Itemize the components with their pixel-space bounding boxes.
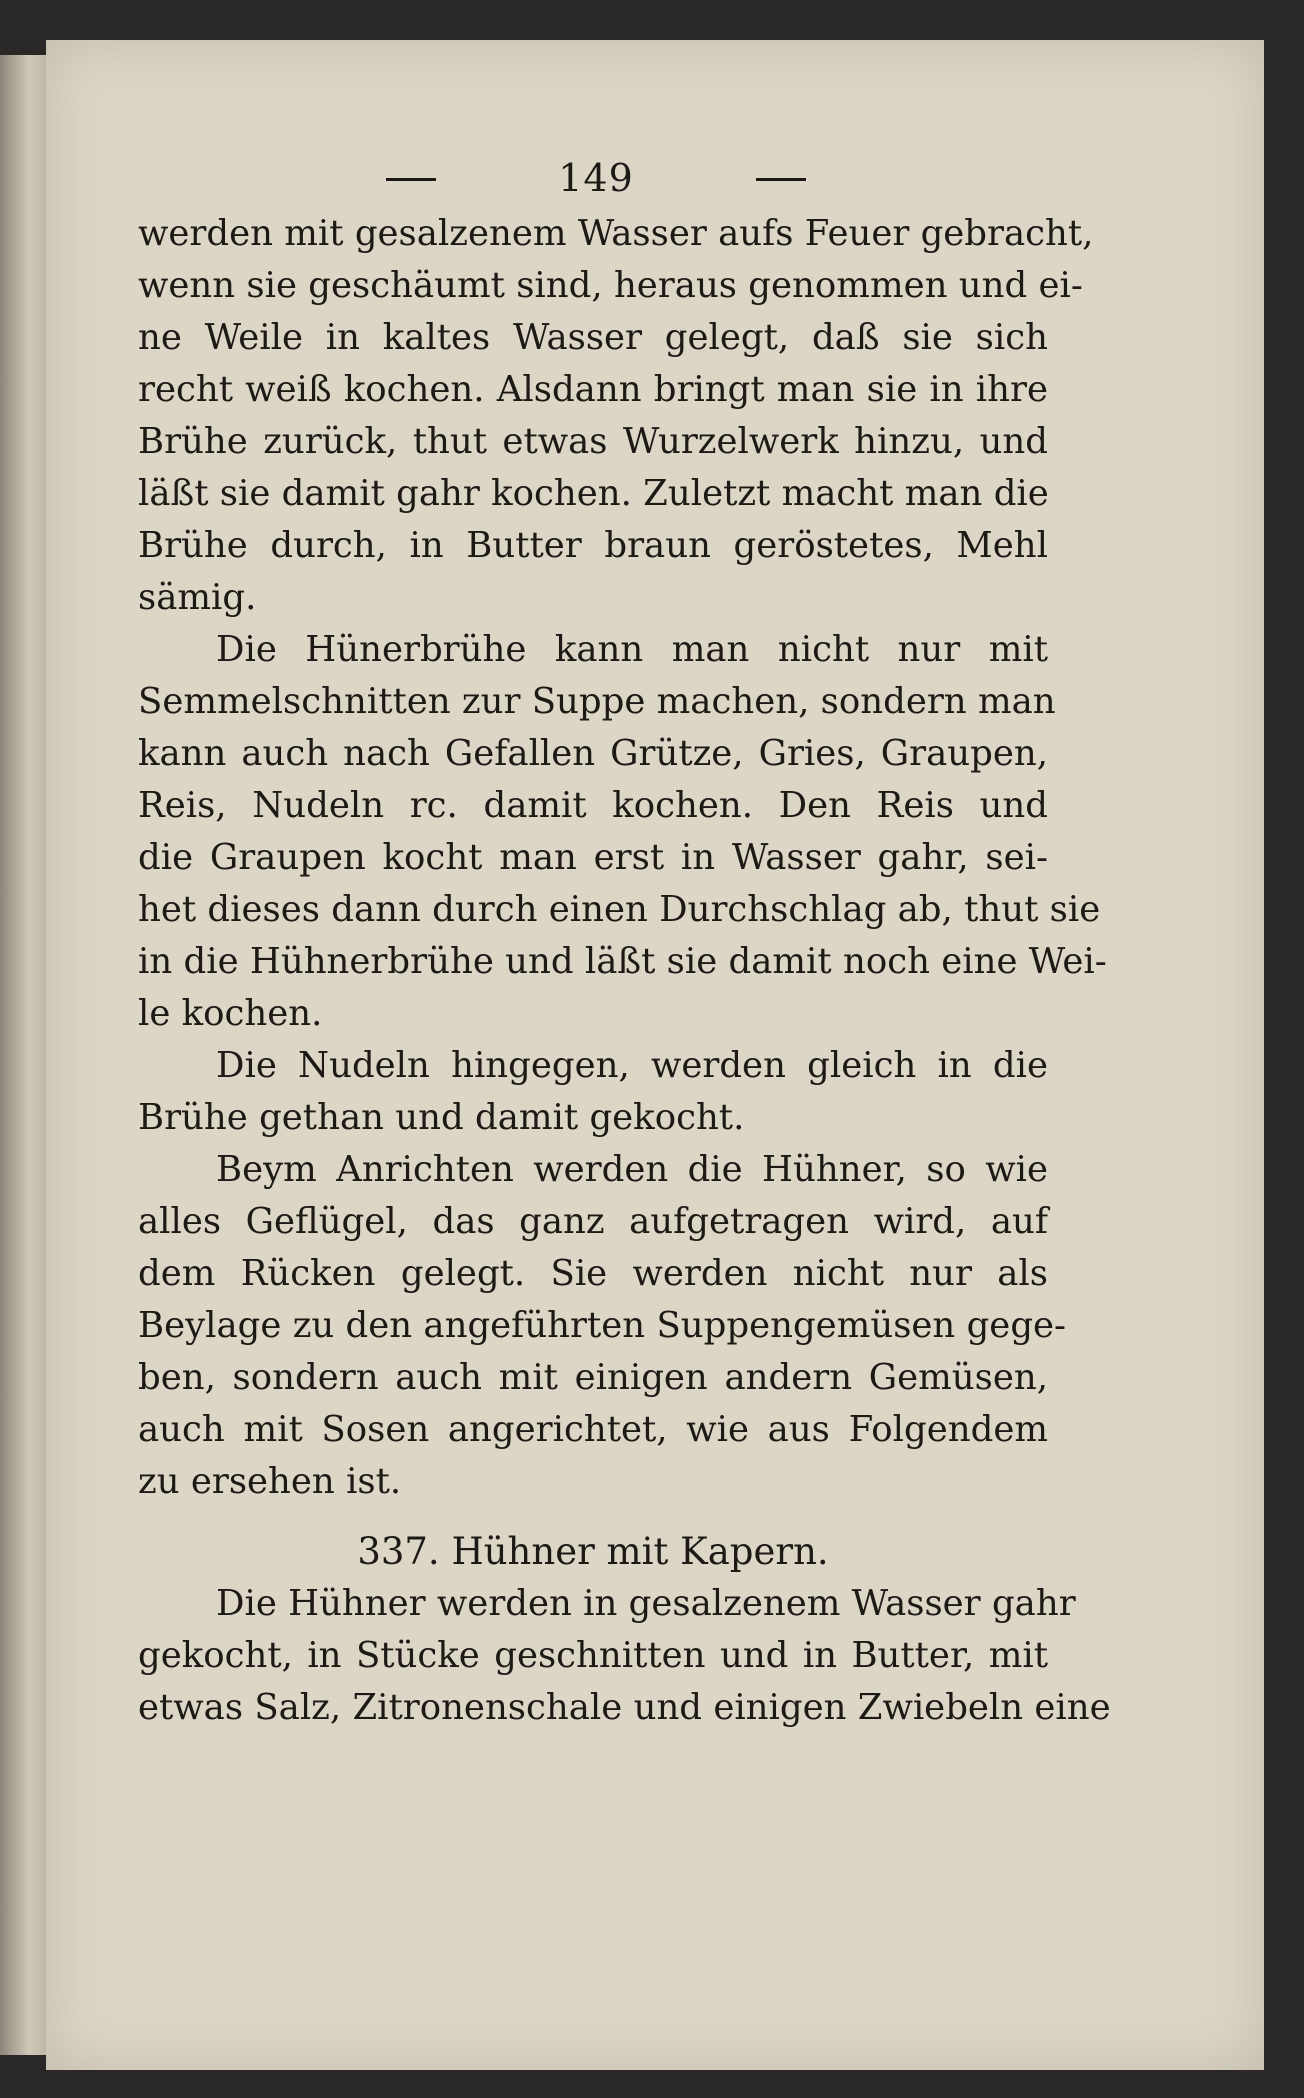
text-line: Beylage zu den angeführten Suppengemüsen gege-: [138, 1305, 1067, 1346]
text-line: recht weiß kochen. Alsdann bringt man sie in ihre: [138, 369, 1048, 410]
text-line: ne Weile in kaltes Wasser gelegt, daß sie sich: [138, 317, 1048, 358]
text-line: dem Rücken gelegt. Sie werden nicht nur als: [138, 1253, 1048, 1294]
text-line: sämig.: [138, 577, 257, 618]
text-line: in die Hühnerbrühe und läßt sie damit noch eine Wei-: [138, 941, 1107, 982]
text-line: alles Geflügel, das ganz aufgetragen wird, auf: [138, 1201, 1048, 1242]
text-line: het dieses dann durch einen Durchschlag ab, thut sie: [138, 889, 1101, 930]
page-number: 149: [558, 156, 634, 200]
text-line: wenn sie geschäumt sind, heraus genommen und ei-: [138, 265, 1083, 306]
header-dash-right: [756, 178, 806, 181]
text-line: zu ersehen ist.: [138, 1461, 402, 1502]
text-line: gekocht, in Stücke geschnitten und in Butter, mit: [138, 1635, 1048, 1676]
text-line: Reis, Nudeln rc. damit kochen. Den Reis und: [138, 785, 1048, 826]
text-line: le kochen.: [138, 993, 323, 1034]
body-text: [138, 208, 1111, 1734]
text-line: kann auch nach Gefallen Grütze, Gries, Graupen,: [138, 733, 1048, 774]
text-line: die Graupen kocht man erst in Wasser gahr, sei-: [138, 837, 1048, 878]
left-page-edge: [0, 55, 48, 2055]
text-line: Beym Anrichten werden die Hühner, so wie: [216, 1149, 1048, 1190]
recipe-heading: 337. Hühner mit Kapern.: [357, 1530, 829, 1573]
page-header: [386, 156, 806, 206]
text-line: Semmelschnitten zur Suppe machen, sondern man: [138, 681, 1056, 722]
text-line: etwas Salz, Zitronenschale und einigen Zwiebeln eine: [138, 1687, 1111, 1728]
text-line: Die Nudeln hingegen, werden gleich in die: [216, 1045, 1048, 1086]
text-line: Die Hünerbrühe kann man nicht nur mit: [216, 629, 1048, 670]
text-line: auch mit Sosen angerichtet, wie aus Folgendem: [138, 1409, 1048, 1450]
text-line: Brühe zurück, thut etwas Wurzelwerk hinzu, und: [138, 421, 1048, 462]
text-line: Die Hühner werden in gesalzenem Wasser gahr: [216, 1583, 1076, 1624]
text-line: werden mit gesalzenem Wasser aufs Feuer gebracht,: [138, 213, 1094, 254]
text-line: ben, sondern auch mit einigen andern Gemüsen,: [138, 1357, 1048, 1398]
text-line: Brühe durch, in Butter braun geröstetes, Mehl: [138, 525, 1048, 566]
text-line: läßt sie damit gahr kochen. Zuletzt macht man die: [138, 473, 1049, 514]
text-line: Brühe gethan und damit gekocht.: [138, 1097, 745, 1138]
